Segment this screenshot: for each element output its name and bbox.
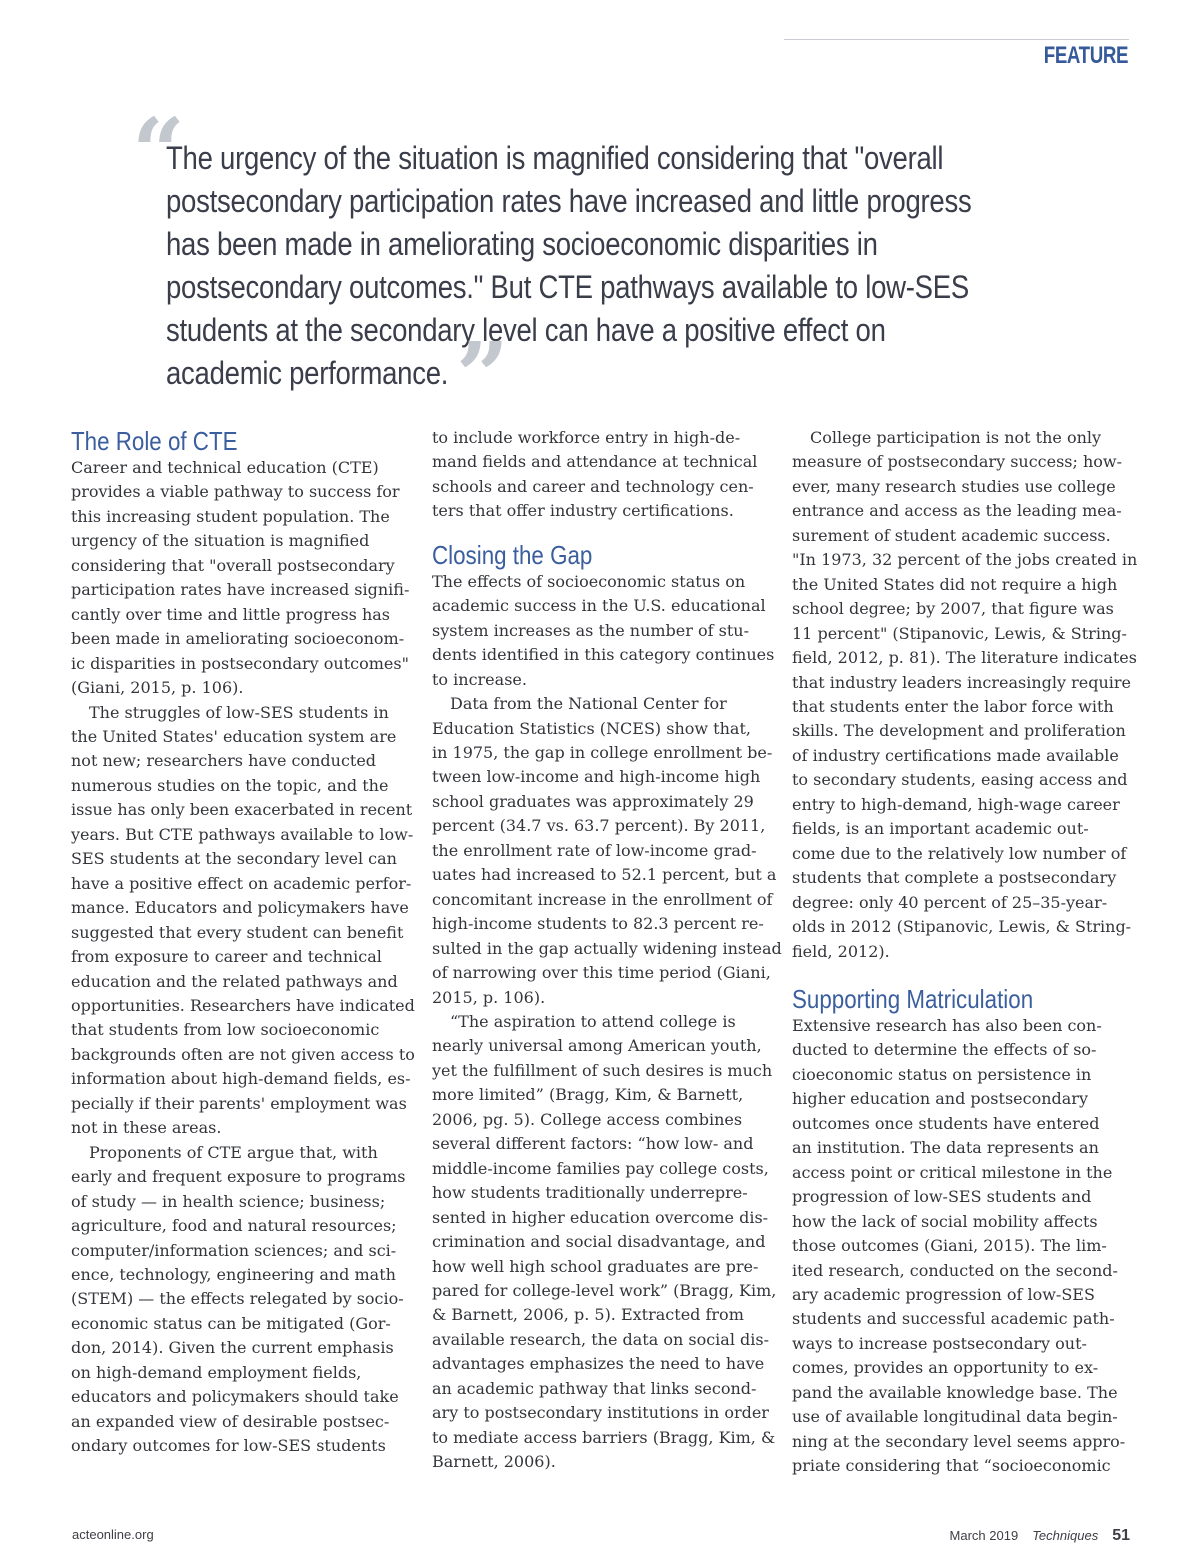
text-line: numerous studies on the topic, and the — [71, 775, 389, 795]
text-line: The struggles of low-SES students in — [89, 702, 389, 722]
text-line: that students from low socioeconomic — [71, 1020, 380, 1040]
text-line: the United States' education system are — [71, 726, 397, 746]
footer-date: March 2019 — [949, 1528, 1019, 1543]
heading-supporting-matriculation: Supporting Matriculation — [792, 983, 1034, 1014]
text-line: of industry certifications made available — [792, 745, 1119, 765]
paragraph — [71, 701, 415, 1141]
text-line: comes, provides an opportunity to ex- — [792, 1358, 1099, 1378]
text-line: more limited” (Bragg, Kim, & Barnett, — [432, 1085, 744, 1105]
text-line: an academic pathway that links second- — [432, 1378, 757, 1398]
text-line: ence, technology, engineering and math — [71, 1264, 396, 1284]
text-line: to include workforce entry in high-de- — [432, 428, 741, 447]
text-line: (STEM) — the effects relegated by socio- — [71, 1289, 404, 1309]
open-quote-icon: “ — [132, 98, 185, 206]
pull-quote-line: has been made in ameliorating socioeconomic disparities in — [166, 226, 878, 262]
paragraph — [792, 426, 1138, 964]
text-line: on high-demand employment fields, — [71, 1362, 362, 1382]
column-3 — [792, 426, 1138, 1479]
text-line: tween low-income and high-income high — [432, 767, 761, 787]
header-rule — [784, 39, 1129, 40]
text-line: pand the available knowledge base. The — [792, 1382, 1118, 1402]
footer-folio — [950, 1527, 1130, 1545]
paragraph — [432, 692, 782, 1010]
text-line: don, 2014). Given the current emphasis — [71, 1338, 394, 1358]
pull-quote-line: students at the secondary level can have a positive effect on — [166, 312, 886, 348]
text-line: economic status can be mitigated (Gor- — [71, 1313, 391, 1333]
text-line: 2015, p. 106). — [432, 987, 546, 1007]
paragraph — [71, 456, 410, 701]
text-line: early and frequent exposure to programs — [71, 1167, 406, 1187]
text-line: urgency of the situation is magnified — [71, 531, 370, 551]
text-line: concomitant increase in the enrollment of — [432, 889, 773, 909]
page-number: 51 — [1112, 1527, 1130, 1544]
text-line: Extensive research has also been con- — [792, 1015, 1102, 1035]
text-line: Career and technical education (CTE) — [71, 458, 379, 477]
text-line: advantages emphasizes the need to have — [432, 1354, 765, 1374]
text-line: College participation is not the only — [810, 428, 1102, 447]
text-line: outcomes once students have entered — [792, 1113, 1100, 1133]
text-line: ary academic progression of low-SES — [792, 1284, 1095, 1304]
text-line: from exposure to career and technical — [71, 947, 382, 967]
text-line: sented in higher education overcome dis- — [432, 1207, 769, 1227]
text-line: cantly over time and little progress has — [71, 604, 391, 624]
text-line: ary to postsecondary institutions in order — [432, 1403, 769, 1423]
text-line: to increase. — [432, 669, 527, 689]
text-line: sulted in the gap actually widening instead — [432, 938, 782, 958]
pull-quote-line: academic performance. — [166, 355, 449, 391]
text-line: crimination and social disadvantage, and — [432, 1232, 766, 1252]
text-line: Education Statistics (NCES) show that, — [432, 718, 751, 738]
text-line: olds in 2012 (Stipanovic, Lewis, & String- — [792, 917, 1132, 937]
text-line: higher education and postsecondary — [792, 1089, 1088, 1109]
text-line: Proponents of CTE argue that, with — [89, 1142, 378, 1162]
text-line: to mediate access barriers (Bragg, Kim, & — [432, 1427, 776, 1447]
text-line: of study — in health science; business; — [71, 1191, 386, 1211]
text-line: several different factors: “how low- and — [432, 1134, 754, 1154]
text-line: students that complete a postsecondary — [792, 868, 1117, 888]
text-line: ited research, conducted on the second- — [792, 1260, 1118, 1280]
text-line: the United States did not require a high — [792, 574, 1118, 594]
text-line: ic disparities in postsecondary outcomes" — [71, 653, 409, 673]
text-line: system increases as the number of stu- — [432, 620, 749, 640]
text-line: dents identified in this category continues — [432, 645, 775, 665]
paragraph — [71, 1141, 407, 1459]
text-line: ters that offer industry certifications. — [432, 501, 734, 521]
text-line: years. But CTE pathways available to low- — [71, 824, 414, 844]
text-line: The effects of socioeconomic status on — [432, 571, 746, 591]
text-line: have a positive effect on academic perfor- — [71, 873, 412, 893]
text-line: how well high school graduates are pre- — [432, 1256, 759, 1276]
text-line: entrance and access as the leading mea- — [792, 501, 1122, 521]
close-quote-icon: ” — [456, 322, 509, 430]
text-line: (Giani, 2015, p. 106). — [71, 678, 244, 698]
text-line: an expanded view of desirable postsec- — [71, 1411, 390, 1431]
text-line: nearly universal among American youth, — [432, 1036, 762, 1056]
paragraph — [432, 1010, 777, 1475]
text-line: degree: only 40 percent of 25–35-year- — [792, 892, 1108, 912]
text-line: suggested that every student can benefit — [71, 922, 404, 942]
text-line: participation rates have increased signifi- — [71, 580, 410, 600]
pull-quote-line: postsecondary participation rates have increased and little progress — [166, 183, 972, 219]
text-line: “The aspiration to attend college is — [450, 1011, 736, 1031]
pull-quote-line: The urgency of the situation is magnified considering that "overall — [166, 140, 944, 176]
text-line: & Barnett, 2006, p. 5). Extracted from — [432, 1305, 744, 1325]
text-line: use of available longitudinal data begin- — [792, 1407, 1118, 1427]
text-line: yet the fulfillment of such desires is much — [432, 1060, 773, 1080]
text-line: pared for college-level work” (Bragg, Kim, — [432, 1280, 777, 1300]
text-line: pecially if their parents' employment was — [71, 1093, 407, 1113]
footer-website: acteonline.org — [72, 1527, 154, 1542]
text-line: students and successful academic path- — [792, 1309, 1115, 1329]
text-line: mand fields and attendance at technical — [432, 452, 758, 472]
text-line: schools and career and technology cen- — [432, 476, 754, 496]
text-line: ever, many research studies use college — [792, 476, 1116, 496]
text-line: entry to high-demand, high-wage career — [792, 794, 1120, 814]
section-label: FEATURE — [1043, 42, 1128, 69]
text-line: school graduates was approximately 29 — [432, 791, 754, 811]
text-line: computer/information sciences; and sci- — [71, 1240, 397, 1260]
heading-closing-the-gap: Closing the Gap — [432, 539, 593, 570]
heading-role-of-cte: The Role of CTE — [71, 426, 238, 456]
text-line: percent (34.7 vs. 63.7 percent). By 2011, — [432, 816, 766, 836]
text-line: 11 percent" (Stipanovic, Lewis, & String- — [792, 623, 1127, 643]
text-line: come due to the relatively low number of — [792, 843, 1127, 863]
text-line: cioeconomic status on persistence in — [792, 1064, 1092, 1084]
text-line: access point or critical milestone in the — [792, 1162, 1113, 1182]
text-line: Barnett, 2006). — [432, 1452, 556, 1472]
text-line: been made in ameliorating socioeconom- — [71, 629, 405, 649]
column-2 — [432, 426, 782, 1475]
text-line: middle-income families pay college costs, — [432, 1158, 769, 1178]
text-line: how the lack of social mobility affects — [792, 1211, 1098, 1231]
text-line: high-income students to 82.3 percent re- — [432, 914, 764, 934]
text-line: educators and policymakers should take — [71, 1387, 399, 1407]
text-line: ning at the secondary level seems appro- — [792, 1431, 1126, 1451]
text-line: this increasing student population. The — [71, 506, 390, 526]
text-line: academic success in the U.S. educational — [432, 596, 766, 616]
text-line: issue has only been exacerbated in recent — [71, 800, 413, 820]
text-line: opportunities. Researchers have indicated — [71, 995, 415, 1015]
text-line: backgrounds often are not given access to — [71, 1044, 415, 1064]
text-line: surement of student academic success. — [792, 525, 1111, 545]
text-line: ondary outcomes for low-SES students — [71, 1436, 386, 1456]
text-line: agriculture, food and natural resources; — [71, 1216, 397, 1236]
text-line: "In 1973, 32 percent of the jobs created in — [792, 550, 1138, 570]
text-line: that industry leaders increasingly require — [792, 672, 1132, 692]
text-line: in 1975, the gap in college enrollment be- — [432, 742, 773, 762]
text-line: uates had increased to 52.1 percent, but a — [432, 865, 777, 885]
text-line: measure of postsecondary success; how- — [792, 452, 1123, 472]
paragraph — [432, 570, 775, 692]
text-line: education and the related pathways and — [71, 971, 398, 991]
text-line: field, 2012). — [792, 941, 890, 961]
text-line: SES students at the secondary level can — [71, 849, 397, 869]
text-line: not in these areas. — [71, 1118, 222, 1138]
text-line: Data from the National Center for — [450, 694, 727, 714]
text-line: mance. Educators and policymakers have — [71, 898, 409, 918]
text-line: to secondary students, easing access and — [792, 770, 1128, 790]
text-line: fields, is an important academic out- — [792, 819, 1089, 839]
text-line: information about high-demand fields, es- — [71, 1069, 411, 1089]
paragraph — [792, 1014, 1132, 1479]
pull-quote-line: postsecondary outcomes." But CTE pathways available to low-SES — [166, 269, 969, 305]
text-line: considering that "overall postsecondary — [71, 555, 395, 575]
text-line: provides a viable pathway to success for — [71, 482, 400, 502]
column-1 — [71, 426, 415, 1459]
text-line: that students enter the labor force with — [792, 696, 1114, 716]
text-line: field, 2012, p. 81). The literature indicates — [792, 648, 1137, 668]
text-line: school degree; by 2007, that figure was — [792, 599, 1114, 619]
text-line: ducted to determine the effects of so- — [792, 1040, 1097, 1060]
text-line: available research, the data on social dis- — [432, 1329, 770, 1349]
text-line: ways to increase postsecondary out- — [792, 1333, 1087, 1353]
text-line: priate considering that “socioeconomic — [792, 1456, 1111, 1476]
text-line: skills. The development and proliferation — [792, 721, 1126, 741]
footer-publication: Techniques — [1032, 1528, 1099, 1543]
text-line: 2006, pg. 5). College access combines — [432, 1109, 743, 1129]
text-line: those outcomes (Giani, 2015). The lim- — [792, 1236, 1107, 1256]
pull-quote — [166, 137, 1126, 395]
paragraph — [432, 426, 772, 524]
text-line: not new; researchers have conducted — [71, 751, 377, 771]
text-line: the enrollment rate of low-income grad- — [432, 840, 757, 860]
text-line: an institution. The data represents an — [792, 1138, 1099, 1158]
text-line: how students traditionally underrepre- — [432, 1183, 748, 1203]
text-line: progression of low-SES students and — [792, 1187, 1092, 1207]
text-line: of narrowing over this time period (Giani, — [432, 963, 771, 983]
